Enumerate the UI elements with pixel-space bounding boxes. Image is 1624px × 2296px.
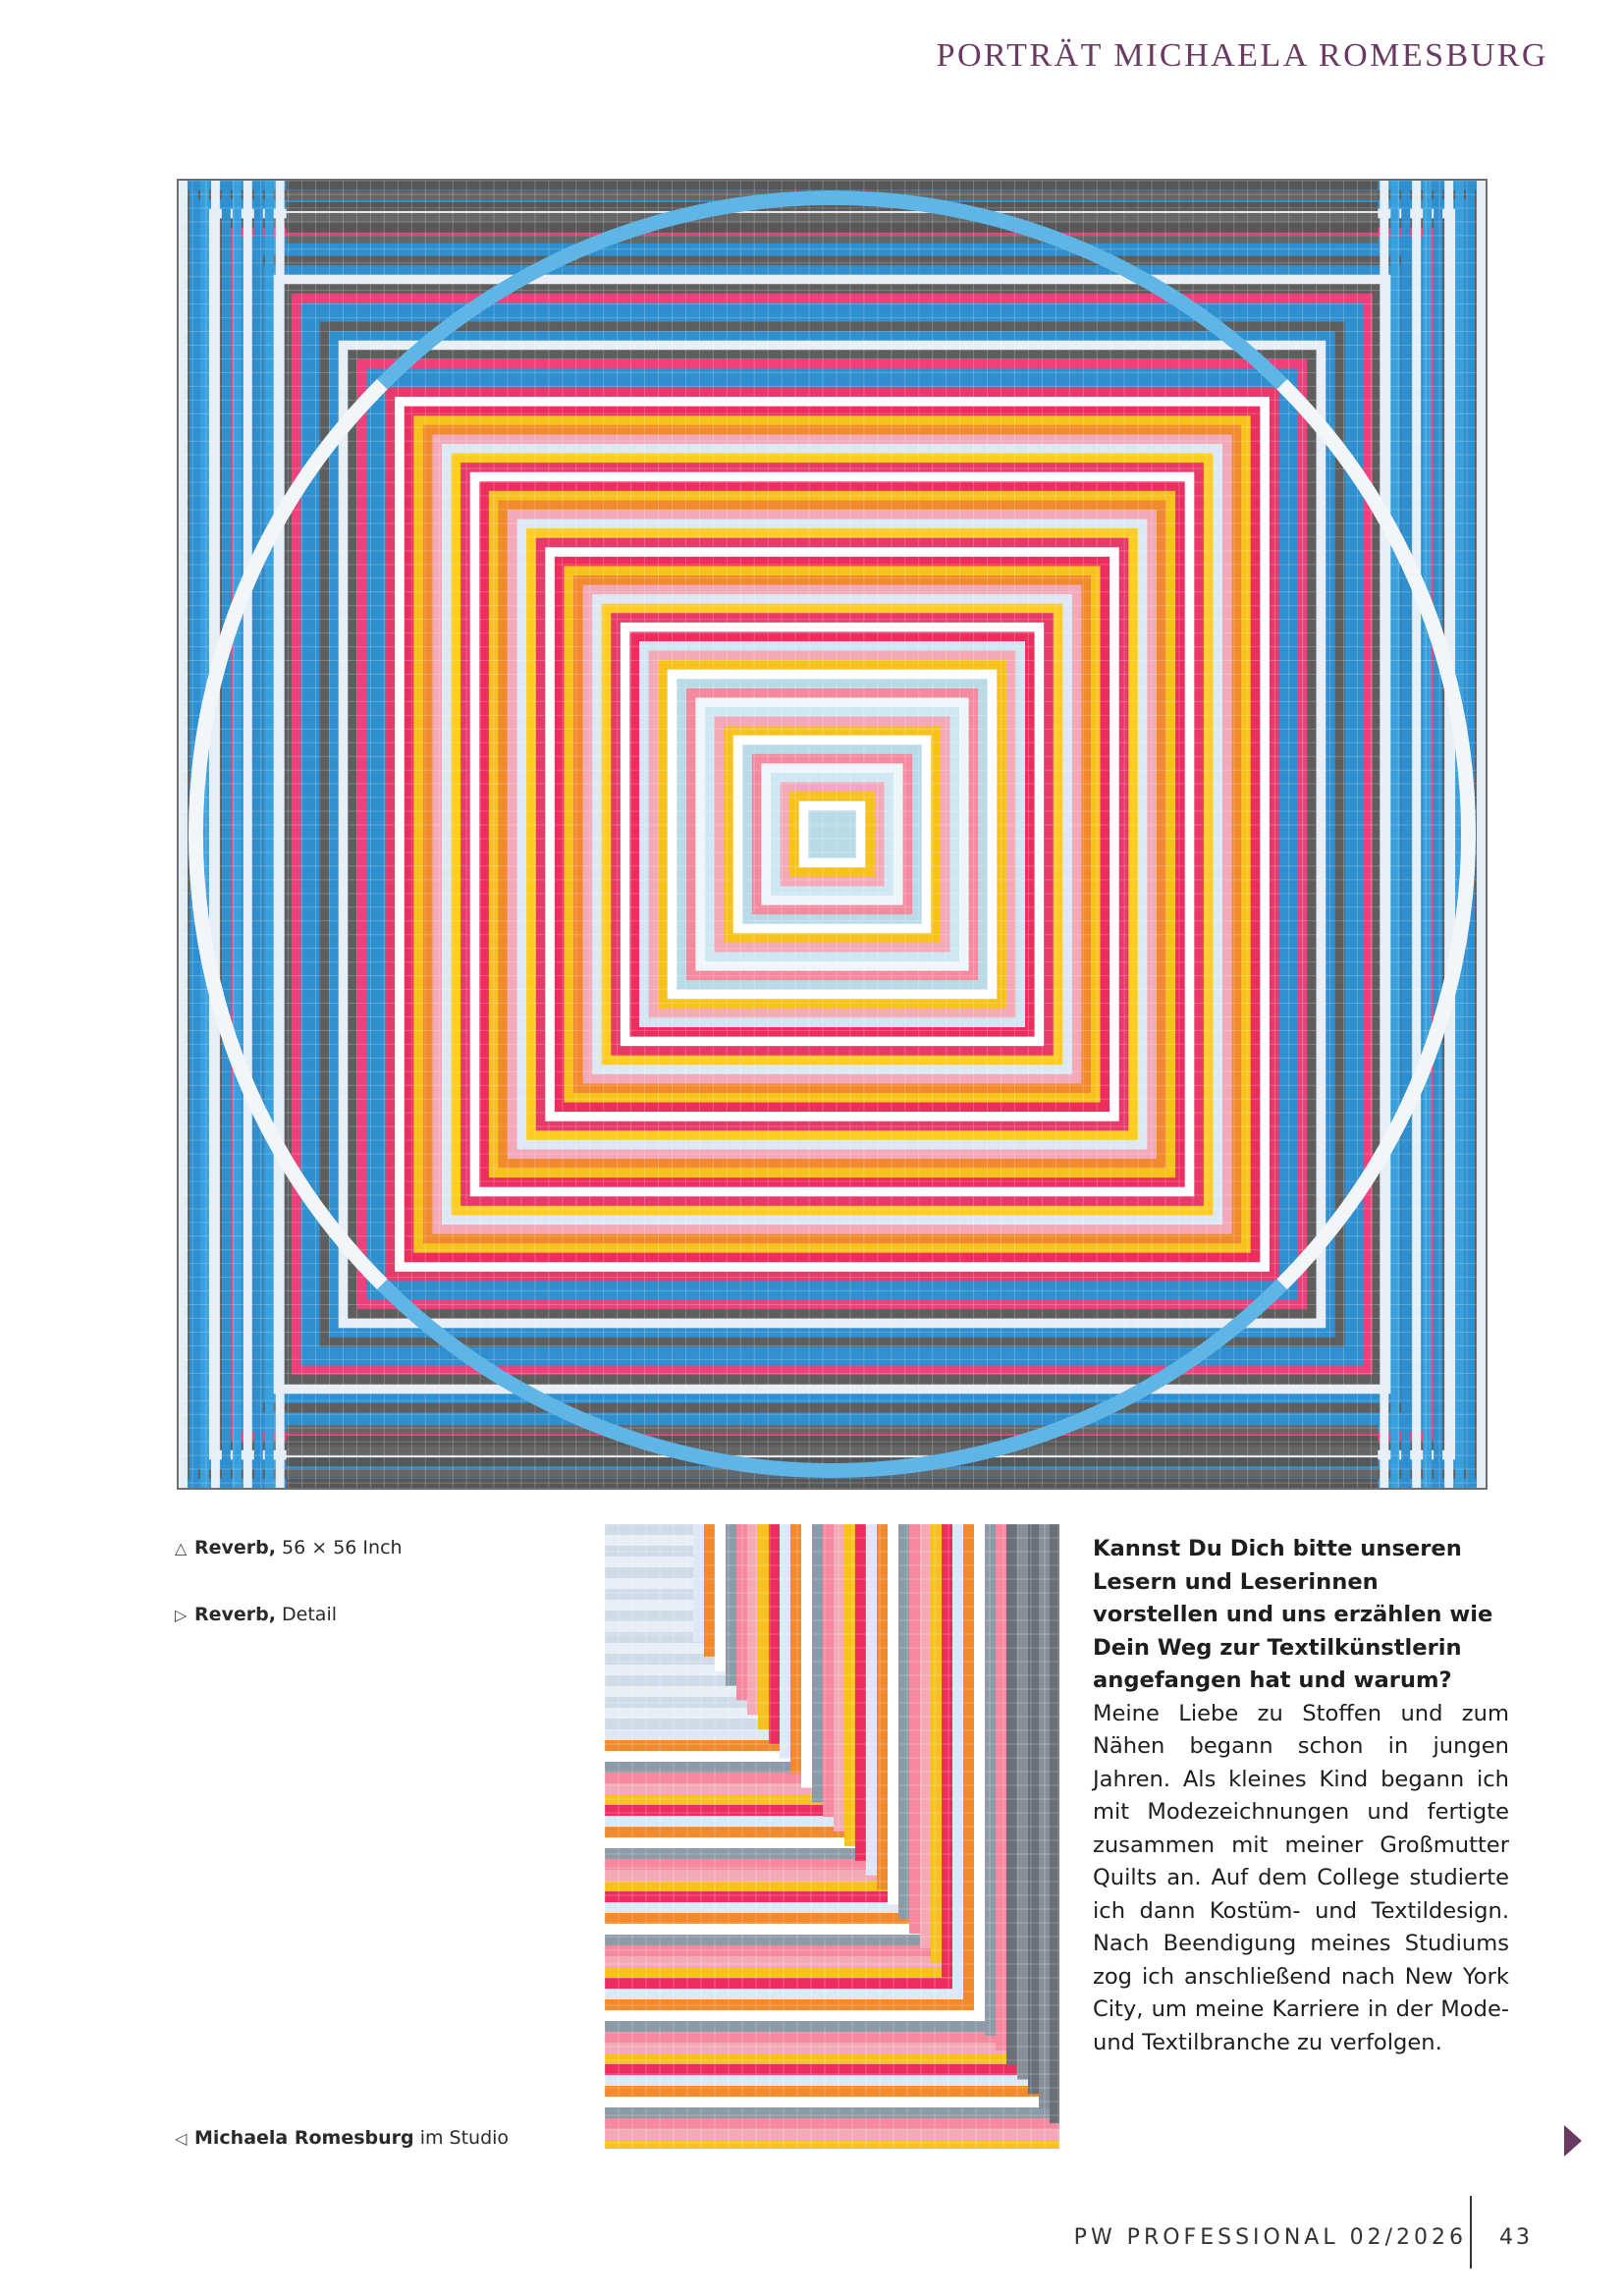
caption-reverb [175,1539,403,1558]
quilt-artwork [179,181,1486,1488]
caption-detail-title: Reverb, [194,1604,276,1625]
page-number: 43 [1499,2225,1533,2250]
caption-portrait-name: Michaela Romesburg [194,2127,414,2149]
caption-reverb-detail [175,1606,337,1624]
next-page-arrow-icon [1564,2125,1582,2157]
interview-answer: Meine Liebe zu Stoffen und zum Nähen begann schon in jungen Jahren. Als kleines Kind begann ich mit Modezeichnungen und fertigte zusammen mit meiner Großmutter Quilts an. Auf dem College studierte ich dann Kostüm- und Textildesign. Nach Beendigung meines Studiums zog ich anschließend nach New York City, um meine Karriere in der Mode- und Textilbranche zu verfolgen. [1093,1700,1509,2055]
article-body [1093,1533,1509,2059]
caption-detail-text: Detail [282,1604,338,1625]
running-header: PORTRÄT MICHAELA ROMESBURG [936,37,1548,74]
footer-divider [1470,2196,1472,2269]
triangle-right-icon: ▷ [175,1606,188,1624]
caption-reverb-size: 56 × 56 Inch [282,1537,403,1558]
triangle-left-icon: ◁ [175,2129,188,2148]
footer-publication: PW PROFESSIONAL 02/2026 [1073,2225,1467,2250]
triangle-up-icon: △ [175,1539,188,1558]
caption-portrait-text: im Studio [419,2127,510,2149]
quilt-detail-artwork [605,1524,1059,2149]
caption-portrait [175,2129,509,2148]
quilt-detail-image [605,1524,1059,2149]
interview-question: Kannst Du Dich bitte unseren Lesern und Leserinnen vorstellen und uns erzählen wie Dein Weg zur Textilkünstlerin angefangen hat und warum? [1093,1536,1493,1693]
caption-reverb-title: Reverb, [194,1537,276,1558]
quilt-reverb-image [177,179,1488,1490]
